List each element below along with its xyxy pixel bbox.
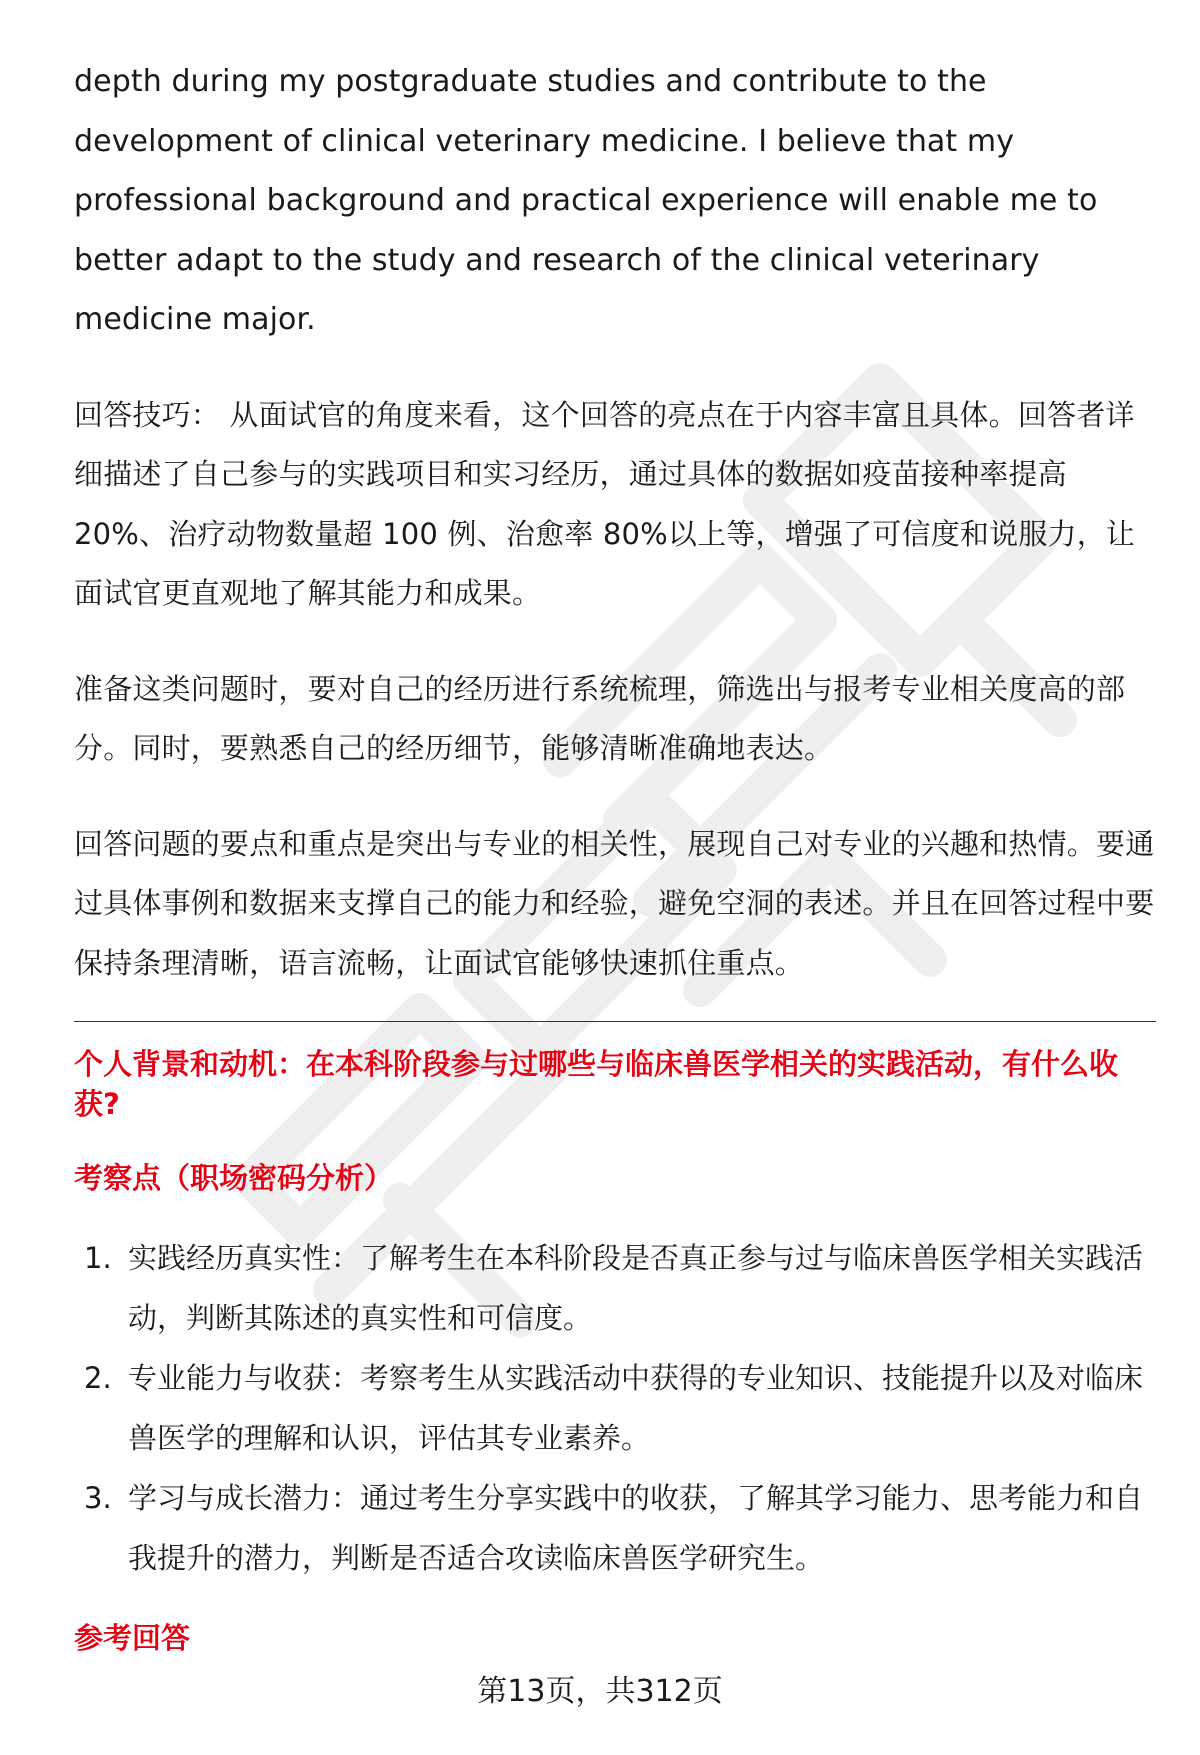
list-item [74, 1228, 1156, 1348]
page-content [74, 52, 1156, 1688]
question-heading: 个人背景和动机：在本科阶段参与过哪些与临床兽医学相关的实践活动，有什么收获? [74, 1047, 1119, 1121]
assessment-list [74, 1228, 1156, 1588]
list-item-text: 学习与成长潜力：通过考生分享实践中的收获，了解其学习能力、思考能力和自我提升的潜力，判断是否适合攻读临床兽医学研究生。 [128, 1481, 1144, 1575]
list-item-text: 实践经历真实性：了解考生在本科阶段是否真正参与过与临床兽医学相关实践活动，判断其陈述的真实性和可信度。 [128, 1241, 1144, 1335]
list-item-number: 1. [84, 1241, 112, 1275]
list-item-number: 2. [84, 1361, 112, 1395]
key-points-paragraph: 回答问题的要点和重点是突出与专业的相关性，展现自己对专业的兴趣和热情。要通过具体事例和数据来支撑自己的能力和经验，避免空洞的表述。并且在回答过程中要保持条理清晰，语言流畅，让面试官能够快速抓住重点。 [74, 826, 1155, 980]
answer-tips-paragraph: 回答技巧： 从面试官的角度来看，这个回答的亮点在于内容丰富且具体。回答者详细描述了自己参与的实践项目和实习经历，通过具体的数据如疫苗接种率提高 20%、治疗动物数量超 100 例、治愈率 80%以上等，增强了可信度和说服力，让面试官更直观地了解其能力和成果。 [74, 397, 1136, 610]
list-item-text: 专业能力与收获：考察考生从实践活动中获得的专业知识、技能提升以及对临床兽医学的理解和认识，评估其专业素养。 [128, 1361, 1144, 1455]
section-divider [74, 1021, 1156, 1022]
list-item [74, 1348, 1156, 1468]
list-item [74, 1468, 1156, 1588]
reference-answer-title: 参考回答 [74, 1621, 191, 1655]
assessment-title: 考察点（职场密码分析） [74, 1161, 394, 1195]
list-item-number: 3. [84, 1481, 112, 1515]
preparation-paragraph: 准备这类问题时，要对自己的经历进行系统梳理，筛选出与报考专业相关度高的部分。同时，要熟悉自己的经历细节，能够清晰准确地表达。 [74, 671, 1126, 765]
page-number: 第13页，共312页 [477, 1674, 723, 1709]
english-answer-paragraph: depth during my postgraduate studies and contribute to the development of clinical veterinary medicine. I believe that my professional background and practical experience will enable me to better adapt to the study and research of the clinical veterinary medicine major. [74, 64, 1098, 337]
